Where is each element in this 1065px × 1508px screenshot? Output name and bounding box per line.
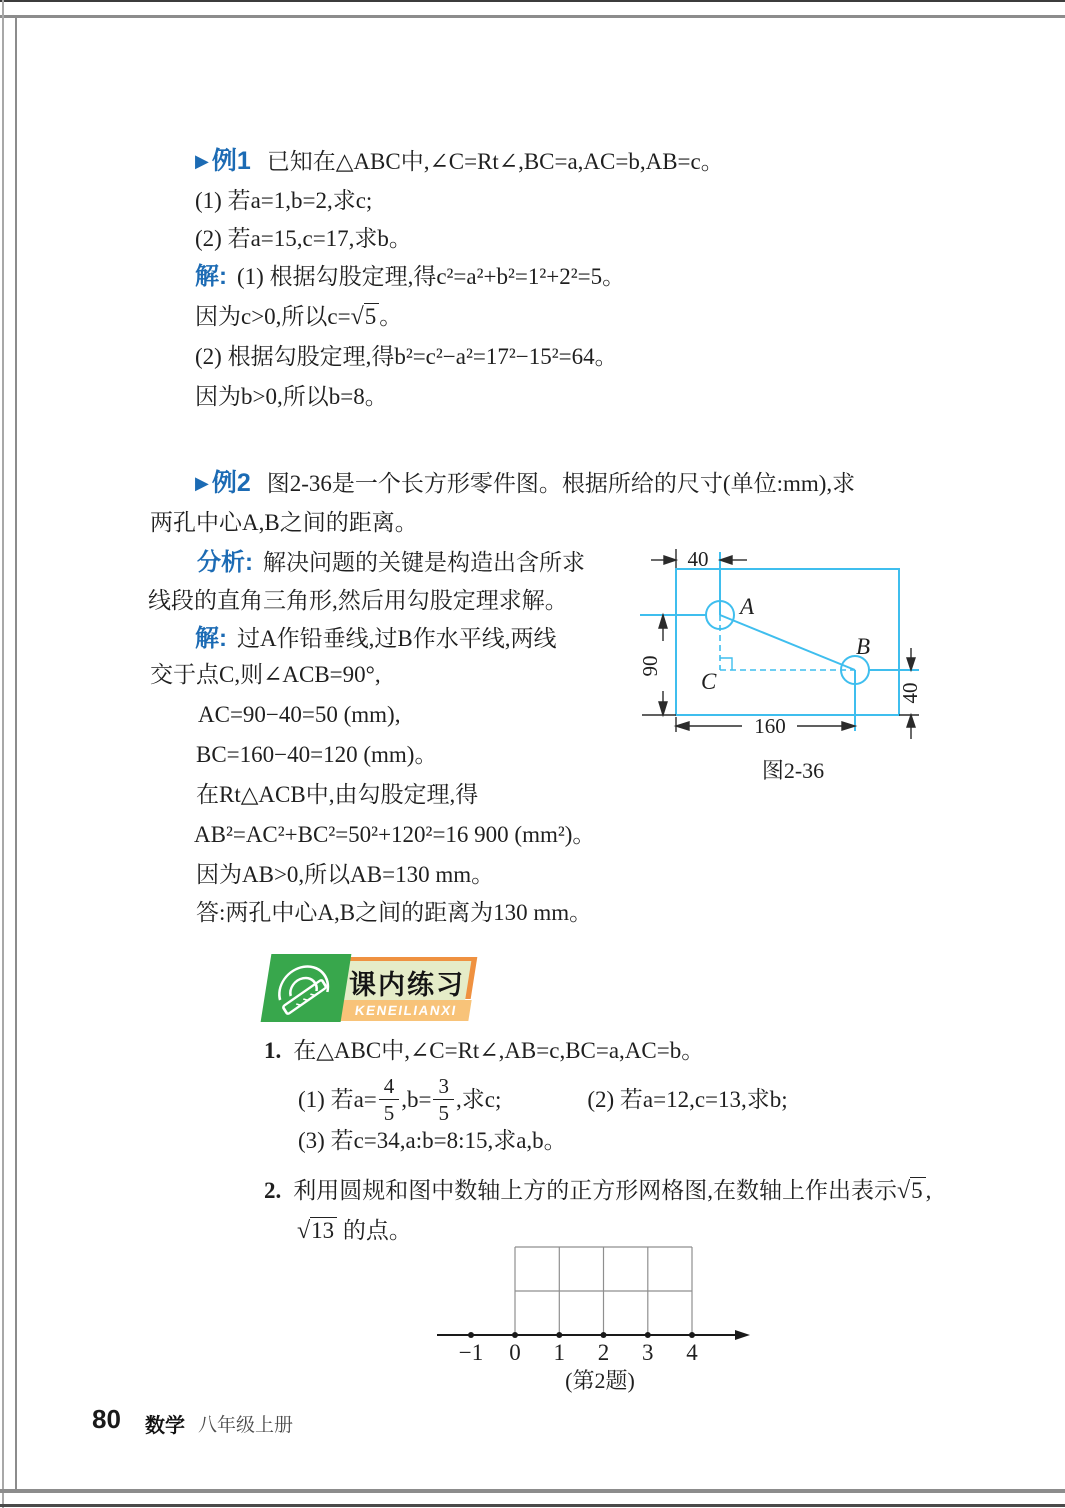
axis-arrowhead — [735, 1330, 750, 1340]
dim-left-label: 90 — [638, 655, 662, 677]
hole-b — [841, 656, 869, 684]
dim-top-label: 40 — [687, 547, 709, 571]
page-number: 80 — [92, 1404, 121, 1434]
label-b: B — [856, 634, 871, 659]
practice-item1-sub12 — [298, 1076, 788, 1127]
item1-sub1-pre: (1) 若a= — [298, 1086, 377, 1112]
fraction-4-5 — [379, 1074, 400, 1125]
numberline-caption: (第2题) — [565, 1368, 635, 1393]
example2-solve3: AC=90−40=50 (mm), — [198, 702, 401, 727]
example2-marker-icon: ▶ — [195, 473, 209, 493]
example1-solve1-text: (1) 根据勾股定理,得c²=a²+b²=1²+2²=5。 — [237, 264, 626, 289]
example2-label: 例2 — [211, 469, 251, 497]
example1-solve1 — [195, 262, 625, 292]
item2-line2-post: 的点。 — [337, 1218, 412, 1243]
example2-solve7: 因为AB>0,所以AB=130 mm。 — [196, 862, 495, 887]
dimension-labels — [638, 547, 922, 738]
item1-sub1-mid: ,b= — [401, 1086, 432, 1112]
radicand: 13 — [310, 1217, 337, 1243]
example1-solve2-post: 。 — [379, 304, 403, 329]
example1-solve2 — [195, 302, 402, 332]
page-bottom-edge — [0, 1504, 1065, 1507]
badge-title: 课内练习 — [349, 970, 465, 1000]
example2-intro1: 图2-36是一个长方形零件图。根据所给的尺寸(单位:mm),求 — [266, 471, 856, 496]
example1-intro: 已知在△ABC中,∠C=Rt∠,BC=a,AC=b,AB=c。 — [266, 149, 724, 174]
item1-sub1-post: ,求c; — [455, 1086, 502, 1112]
example1-solve4: 因为b>0,所以b=8。 — [195, 384, 388, 409]
sqrt-5 — [351, 304, 380, 329]
item1-number: 1. — [264, 1038, 282, 1063]
number-line-figure — [420, 1238, 765, 1396]
tick-label: 2 — [597, 1340, 610, 1365]
example2-solve4: BC=160−40=120 (mm)。 — [196, 742, 438, 767]
example2-solve1-text: 过A作铅垂线,过B作水平线,两线 — [237, 626, 557, 651]
frame-left-bar — [15, 15, 17, 1492]
footer-volume: 八年级上册 — [198, 1415, 294, 1436]
tick-label: 3 — [642, 1340, 654, 1365]
radicand: 5 — [364, 303, 380, 329]
fraction-numerator: 4 — [379, 1074, 400, 1100]
example2-solve8: 答:两孔中心A,B之间的距离为130 mm。 — [196, 900, 593, 925]
example2-solve5: 在Rt△ACB中,由勾股定理,得 — [196, 782, 479, 807]
analysis-label: 分析: — [197, 549, 253, 576]
example2-solve6: AB²=AC²+BC²=50²+120²=16 900 (mm²)。 — [194, 822, 596, 847]
example2-solve1 — [195, 624, 556, 654]
sqrt-13 — [297, 1218, 337, 1243]
example2-analysis1 — [197, 548, 585, 578]
practice-item1 — [264, 1036, 704, 1066]
practice-item2-line1 — [264, 1176, 931, 1206]
label-c: C — [701, 669, 717, 694]
fraction-denominator: 5 — [383, 1101, 395, 1126]
item2-line1-pre: 利用圆规和图中数轴上方的正方形网格图,在数轴上作出表示 — [293, 1178, 897, 1203]
item1-sub2: (2) 若a=12,c=13,求b; — [587, 1086, 788, 1112]
example2-analysis2: 线段的直角三角形,然后用勾股定理求解。 — [148, 588, 568, 613]
example2-header — [195, 468, 855, 500]
axis-tick-labels — [459, 1340, 698, 1365]
fraction-numerator: 3 — [433, 1074, 454, 1100]
badge-green-block — [261, 954, 352, 1022]
fraction-3-5 — [433, 1074, 454, 1125]
page-top-edge — [0, 0, 1065, 2]
tick-label: 4 — [686, 1340, 698, 1365]
practice-section-badge — [266, 952, 478, 1026]
tick-label: 0 — [509, 1340, 521, 1365]
item1-text: 在△ABC中,∠C=Rt∠,AB=c,BC=a,AC=b。 — [293, 1038, 705, 1063]
label-a: A — [740, 594, 755, 619]
part-outline — [640, 552, 919, 731]
radicand: 5 — [910, 1177, 926, 1203]
sqrt-5 — [897, 1178, 926, 1203]
example1-label: 例1 — [211, 147, 251, 175]
number-axis — [437, 1330, 750, 1340]
example1-sub1: (1) 若a=1,b=2,求c; — [195, 188, 373, 213]
square-grid — [515, 1247, 692, 1335]
hole-a — [706, 601, 734, 629]
practice-item1-sub3: (3) 若c=34,a:b=8:15,求a,b。 — [298, 1128, 567, 1153]
dim-right-label: 40 — [898, 682, 922, 704]
badge-pinyin-strip — [340, 1000, 471, 1021]
example2-intro2: 两孔中心A,B之间的距离。 — [150, 510, 418, 535]
radical-sign: √ — [297, 1218, 311, 1244]
frame-bottom-bar — [0, 1489, 1065, 1493]
solve-label: 解: — [195, 625, 227, 652]
example1-header — [195, 146, 724, 178]
practice-item2-line2 — [297, 1216, 412, 1246]
frame-top-bar — [0, 15, 1065, 18]
right-angle-mark — [720, 658, 732, 670]
example1-marker-icon: ▶ — [195, 151, 209, 171]
part-diagram-figure — [615, 538, 965, 790]
example1-solve3: (2) 根据勾股定理,得b²=c²−a²=17²−15²=64。 — [195, 344, 618, 369]
protractor-icon — [261, 954, 352, 1022]
example1-sub2: (2) 若a=15,c=17,求b。 — [195, 226, 412, 251]
radical-sign: √ — [350, 304, 364, 330]
footer-subject: 数学 — [145, 1415, 185, 1437]
tick-label: −1 — [458, 1340, 484, 1365]
dim-bottom-label: 160 — [754, 714, 786, 738]
example2-analysis1-text: 解决问题的关键是构造出含所求 — [263, 550, 585, 575]
radical-sign: √ — [897, 1178, 911, 1204]
example2-solve2: 交于点C,则∠ACB=90°, — [150, 662, 381, 687]
example1-solve2-pre: 因为c>0,所以c= — [195, 304, 351, 329]
page-left-edge — [2, 0, 4, 1508]
item2-line1-comma: , — [925, 1178, 932, 1203]
fraction-denominator: 5 — [438, 1101, 449, 1126]
tick-label: 1 — [553, 1340, 566, 1365]
dimension-lines — [642, 549, 919, 739]
badge-pinyin: KENEILIANXI — [353, 1003, 459, 1018]
figure-caption: 图2-36 — [761, 758, 825, 783]
solve-label: 解: — [195, 263, 227, 290]
item2-number: 2. — [264, 1178, 282, 1203]
